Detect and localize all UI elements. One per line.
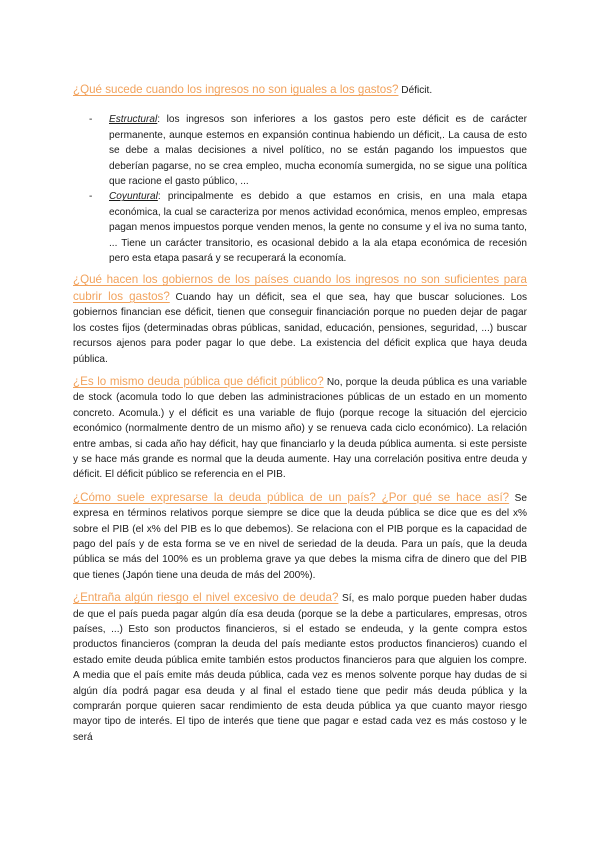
list-item xyxy=(89,189,527,266)
list-item xyxy=(89,112,527,189)
question-heading: ¿Es lo mismo deuda pública que déficit público? xyxy=(73,374,324,388)
bullet-dash: - xyxy=(89,114,93,126)
term-definition: : los ingresos son inferiores a los gastos pero este déficit es de carácter permanente, aunque estemos en expansión continua habiendo un déficit,. La causa de esto se debe a malas decisiones a nivel político, no se están pagando los impuestos que deberían pagarse, no se crea empleo, mucha economía sumergida, no se sigue una política que racione el gasto público, ... xyxy=(109,114,527,188)
deficit-types-list xyxy=(73,112,527,266)
answer-text: Cuando hay un déficit, sea el que sea, hay que buscar soluciones. Los gobiernos financian ese déficit, tienen que conseguir financiación porque no pueden dejar de pagar los costes fijos (determinadas obras públicas, sanidad, educación, pensiones, seguridad, ...) buscar recursos ajenos para poder pagar lo que debe. La existencia del déficit explica que haya deuda pública. xyxy=(73,291,527,365)
section-expresion-deuda xyxy=(73,490,527,583)
section-gobiernos xyxy=(73,272,527,366)
question-heading: ¿Qué hacen los gobiernos de los países cuando los ingresos no son suficientes para cubrir los gastos? xyxy=(73,273,527,303)
question-heading: ¿Entraña algún riesgo el nivel excesivo de deuda? xyxy=(73,591,339,605)
question-heading: ¿Qué sucede cuando los ingresos no son iguales a los gastos? xyxy=(73,83,399,96)
term-label: Coyuntural xyxy=(109,191,158,203)
term-label: Estructural xyxy=(109,114,158,126)
section-deficit xyxy=(73,82,527,98)
answer-text: Déficit. xyxy=(398,85,433,96)
bullet-dash: - xyxy=(89,191,93,203)
answer-text: Sí, es malo porque pueden haber dudas de que el país pueda pagar algún día esa deuda (porque se la debe a particulares, empresas, otros países, ...) Esto son productos financieros, si el estado se endeuda, y la gente compra estos productos financieros (compran la deuda del país mediante estos productos financieros) cuando el estado emite deuda pública emite también estos productos financieros para que alguien los compre. A media que el país emite más deuda pública, cada vez es menos solvente porque hay dudas de si algún día podrá pagar esa deuda y al final el estado tiene que pedir más deuda pública y la comprarán porque quieren sacar rendimiento de esta deuda pública ya que cuanto mayor riesgo mayor tipo de interés. El tipo de interés que tiene que pagar e estad cada vez es más costoso y le será xyxy=(73,593,527,743)
section-deuda-vs-deficit xyxy=(73,374,527,483)
answer-text: No, porque la deuda pública es una variable de stock (acomula todo lo que deben las administraciones públicas de un estado en un momento concreto. Acomula.) y el déficit es una variable de flujo (porque recoge la situación del ejercicio económico (normalmente dentro de un mismo año) y se renueva cada ciclo económico). La relación entre ambas, si cada año hay déficit, hay que financiarlo y la deuda pública aumenta. si este persiste y se hace más grande es normal que la deuda aumente. Hay una correlación positiva entre deuda y déficit. El déficit público se referencia en el PIB. xyxy=(73,376,527,481)
question-heading: ¿Cómo suele expresarse la deuda pública de un país? ¿Por qué se hace así? xyxy=(73,490,510,504)
answer-text: Se expresa en términos relativos porque siempre se dice que la deuda pública se dice que es del x% sobre el PIB (el x% del PIB es lo que debemos). Se relaciona con el PIB porque es la capacidad de pago del país y de esta forma se ve en nivel de seriedad de la deuda. Para un país, que la deuda pública se más del 100% es un problema grave ya que debes la misma cifra de dinero que del PIB que tienes (Japón tiene una deuda de más del 200%). xyxy=(73,492,528,581)
section-riesgo-deuda xyxy=(73,590,527,745)
term-definition: : principalmente es debido a que estamos en crisis, en una mala etapa económica, la cual se caracteriza por menos actividad económica, menos empleo, empresas pagan menos impuestos porque venden menos, la gente no consume y el iva no suma tanto, ... Tiene un carácter transitorio, es ocasional debido a la ala etapa económica de recesión pero esta etapa pasará y se recuperará la economía. xyxy=(109,191,527,265)
document-body xyxy=(73,82,527,752)
